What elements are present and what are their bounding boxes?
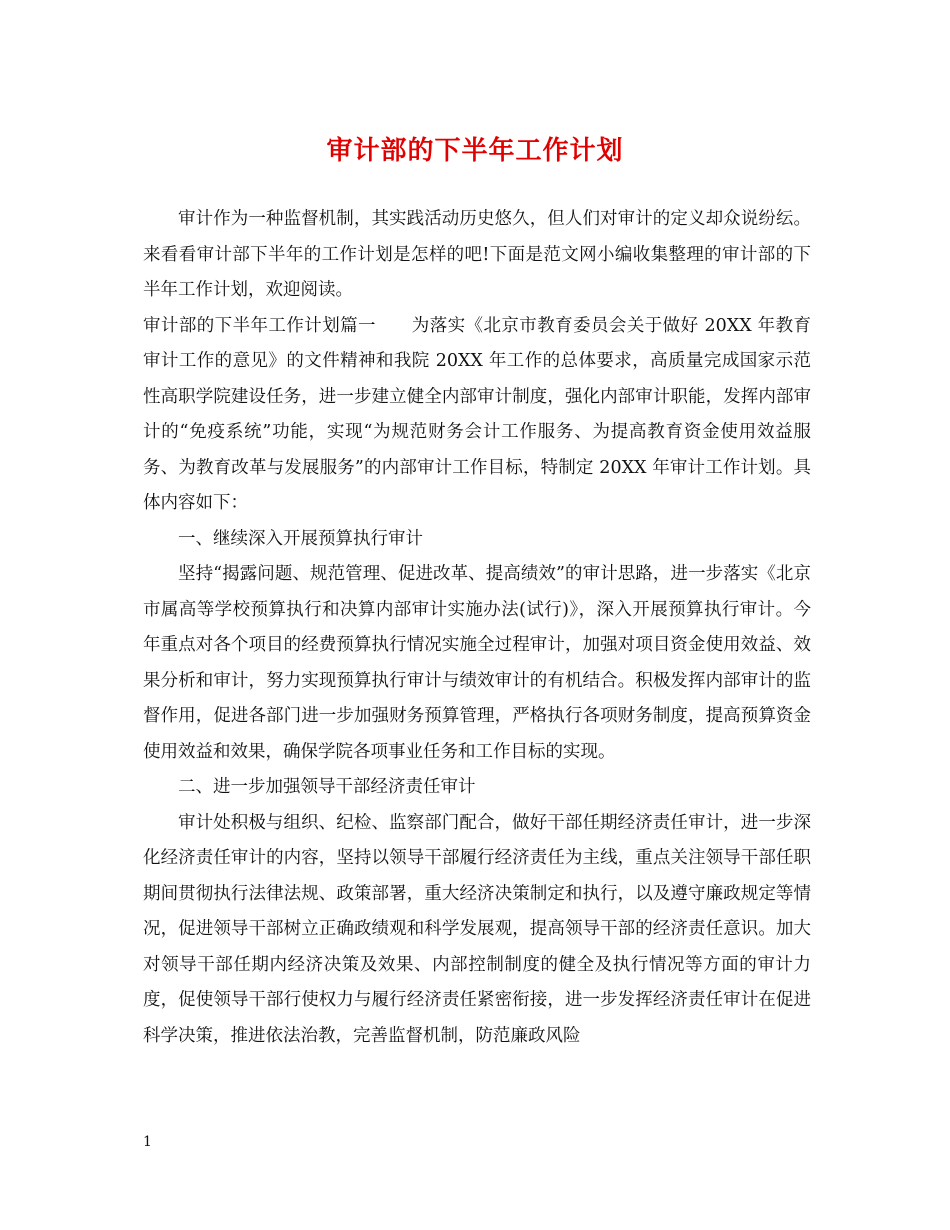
document-body	[143, 202, 811, 1054]
document-title: 审计部的下半年工作计划	[326, 136, 624, 166]
intro-paragraph: 审计作为一种监督机制，其实践活动历史悠久，但人们对审计的定义却众说纷纭。 来看看审计部下半年的工作计划是怎样的吧!下面是范文网小编收集整理的审计部的下半年工作计划，欢迎阅读。	[143, 209, 811, 300]
economic-responsibility-paragraph: 审计处积极与组织、纪检、监察部门配合，做好干部任期经济责任审计，进一步深化经济责任审计的内容，坚持以领导干部履行经济责任为主线，重点关注领导干部任职期间贯彻执行法律法规、政策部署，重大经济决策制定和执行，以及遵守廉政规定等情况，促进领导干部树立正确政绩观和科学发展观，提高领导干部的经济责任意识。加大对领导干部任期内经济决策及效果、内部控制制度的健全及执行情况等方面的审计力度，促使领导干部行使权力与履行经济责任紧密衔接，进一步发挥经济责任审计在促进科学决策，推进依法治教，完善监督机制，防范廉政风险	[143, 812, 811, 1046]
budget-audit-paragraph: 坚持“揭露问题、规范管理、促进改革、提高绩效”的审计思路，进一步落实《北京市属高等学校预算执行和决算内部审计实施办法(试行)》，深入开展预算执行审计。今年重点对各个项目的经费预算执行情况实施全过程审计，加强对项目资金使用效益、效果分析和审计，努力实现预算执行审计与绩效审计的有机结合。积极发挥内部审计的监督作用，促进各部门进一步加强财务预算管理，严格执行各项财务制度，提高预算资金使用效益和效果，确保学院各项事业任务和工作目标的实现。	[143, 564, 811, 762]
section-heading-economic-responsibility: 二、进一步加强领导干部经济责任审计	[178, 777, 476, 797]
plan-intro-paragraph: 审计部的下半年工作计划篇一 为落实《北京市教育委员会关于做好 20XX 年教育审计工作的意见》的文件精神和我院 20XX 年工作的总体要求，高质量完成国家示范性高职学院建设任务，进一步建立健全内部审计制度，强化内部审计职能，发挥内部审计的“免疫系统”功能，实现“为规范财务会计工作服务、为提高教育资金使用效益服务、为教育改革与发展服务”的内部审计工作目标，特制定 20XX 年审计工作计划。具体内容如下：	[143, 315, 811, 513]
section-heading-budget-audit: 一、继续深入开展预算执行审计	[178, 528, 423, 549]
page-number: 1	[143, 1134, 152, 1150]
